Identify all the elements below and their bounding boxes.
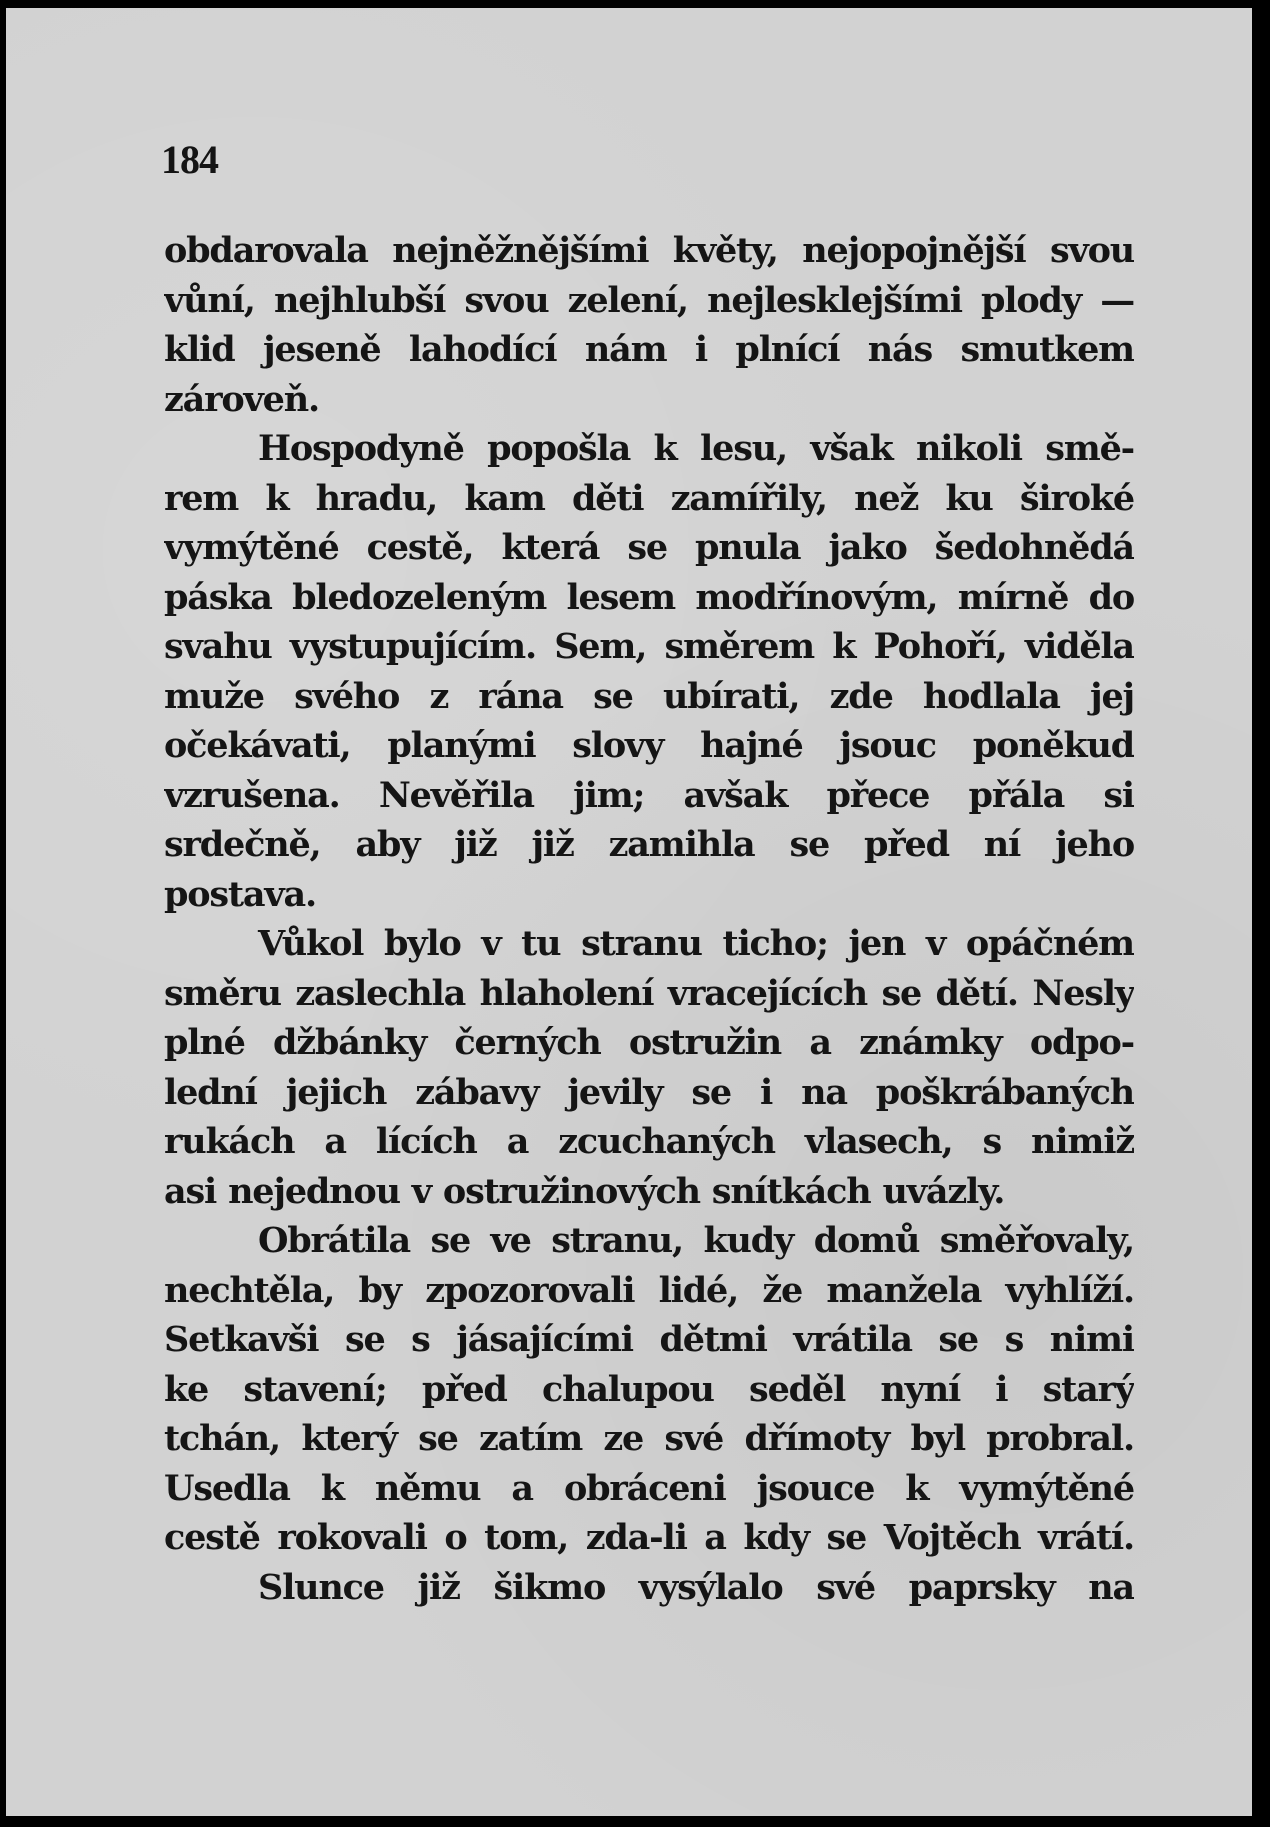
text-line: Obrátila se ve stranu, kudy domů směřovaly, [258,1220,1134,1261]
text-line: tchán, který se zatím ze své dřímoty byl probral. [164,1418,1134,1459]
text-line: Slunce již šikmo vysýlalo své paprsky na [258,1566,1134,1608]
text-line: rukách a lících a zcuchaných vlasech, s nimiž [164,1121,1134,1162]
text-line: směru zaslechla hlaholení vracejících se dětí. Nesly [164,972,1134,1014]
text-line: páska bledozeleným lesem modřínovým, mírně do [164,576,1134,618]
text-line: asi nejednou v ostružinových snítkách uvázly. [164,1170,1005,1212]
text-line: srdečně, aby již již zamihla se před ní jeho [164,824,1134,865]
text-line: svahu vystupujícím. Sem, směrem k Pohoří, viděla [164,626,1134,667]
text-line: Usedla k němu a obráceni jsouce k vymýtěné [164,1467,1134,1509]
text-line: cestě rokovali o tom, zda-li a kdy se Vojtěch vrátí. [164,1517,1134,1558]
text-line: klid jeseně lahodící nám i plnící nás smutkem [164,329,1134,370]
text-line: očekávati, planými slovy hajné jsouc poněkud [164,725,1134,766]
text-line: Vůkol bylo v tu stranu ticho; jen v opáčném [258,923,1134,964]
text-line: vymýtěné cestě, která se pnula jako šedohnědá [164,527,1134,568]
text-line: Hospodyně popošla k lesu, však nikoli smě- [258,428,1134,469]
text-line: zároveň. [164,378,319,420]
text-line: postava. [164,873,316,915]
text-line: Setkavši se s jásajícími dětmi vrátila se s nimi [164,1319,1134,1360]
page-number: 184 [161,137,218,182]
text-line: vůní, nejhlubší svou zelení, nejlesklejšími plody — [164,279,1134,321]
text-line: rem k hradu, kam děti zamířily, než ku široké [164,477,1134,519]
text-line: plné džbánky černých ostružin a známky odpo- [164,1022,1134,1063]
text-line: muže svého z rána se ubírati, zde hodlala jej [164,675,1134,717]
body-text [164,226,1134,1612]
text-line: vzrušena. Nevěřila jim; avšak přece přála si [164,774,1134,816]
text-line: nechtěla, by zpozorovali lidé, že manžela vyhlíží. [164,1269,1134,1311]
book-page [6,8,1252,1816]
text-line: ke stavení; před chalupou seděl nyní i starý [164,1368,1134,1410]
text-line: lední jejich zábavy jevily se i na poškrábaných [164,1071,1134,1113]
text-line: obdarovala nejněžnějšími květy, nejopojnější svou [164,230,1134,271]
